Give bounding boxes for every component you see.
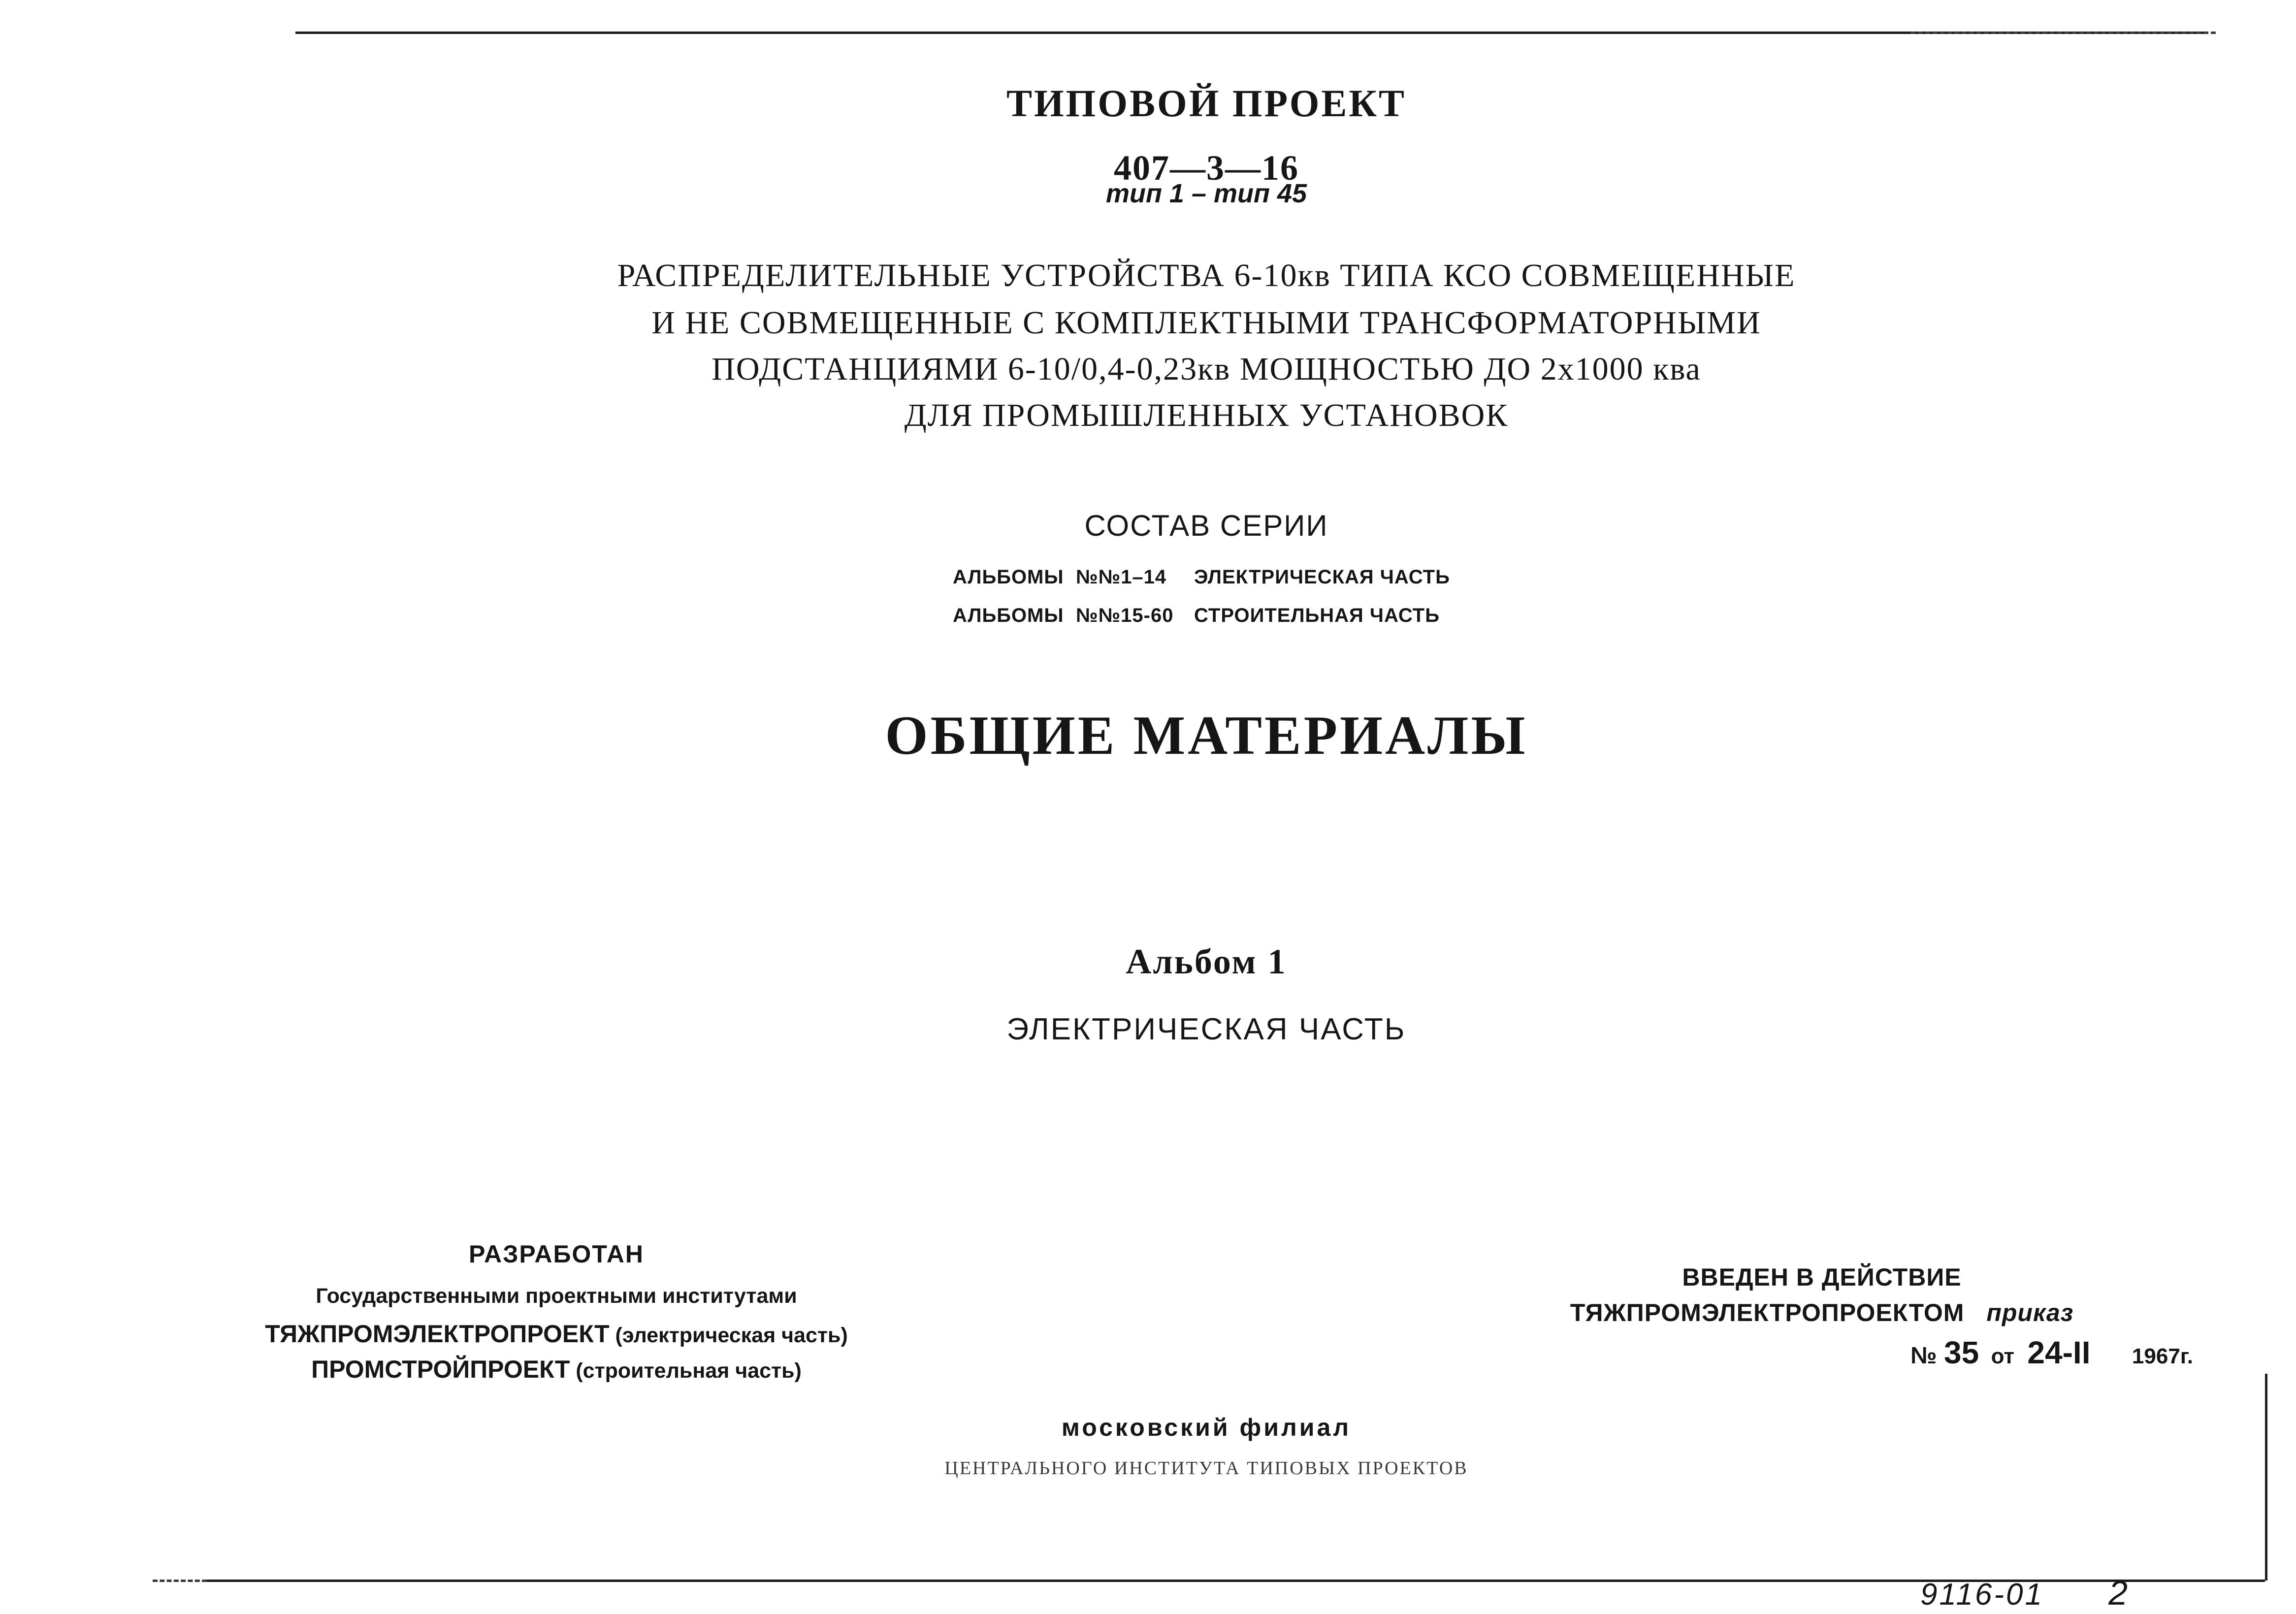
developer-org-2-note: (строительная часть) [576, 1359, 802, 1383]
document-type-title: ТИПОВОЙ ПРОЕКТ [1006, 82, 1407, 125]
project-type-range: тип 1 – тип 45 [1105, 179, 1307, 208]
enacted-title: ВВЕДЕН В ДЕЙСТВИЕ [1682, 1263, 1962, 1291]
album-numbers: №№1–14 [1076, 566, 1167, 588]
project-number: 407—3—16 [1114, 148, 1299, 188]
sheet-number: 2 [2108, 1574, 2130, 1612]
order-date: 24-II [2027, 1335, 2091, 1370]
main-heading: ОБЩИЕ МАТЕРИАЛЫ [885, 705, 1528, 766]
publisher-branch: московский филиал [1061, 1414, 1352, 1441]
album-numbers: №№15-60 [1076, 605, 1174, 626]
archive-number: 9116-01 [1920, 1578, 2044, 1612]
description-line-4: ДЛЯ ПРОМЫШЛЕННЫХ УСТАНОВОК [904, 397, 1509, 433]
archive-stamp [1920, 1573, 2130, 1613]
developed-by-line-3 [236, 1355, 876, 1384]
order-from: от [1991, 1344, 2014, 1368]
album-label: Альбом 1 [1126, 942, 1287, 981]
order-number: 35 [1943, 1335, 1979, 1370]
top-border-dashed-line [1910, 32, 2216, 34]
album-part: ЭЛЕКТРИЧЕСКАЯ ЧАСТЬ [1194, 566, 1450, 588]
developer-org-1-note: (электрическая часть) [615, 1323, 848, 1347]
order-word: приказ [1986, 1299, 2074, 1326]
enacting-org: ТЯЖПРОМЭЛЕКТРОПРОЕКТОМ [1570, 1299, 1965, 1326]
developed-by-title: РАЗРАБОТАН [469, 1240, 644, 1268]
description-line-3: ПОДСТАНЦИЯМИ 6-10/0,4-0,23кв МОЩНОСТЬЮ ДО 2х1000 ква [711, 351, 1701, 387]
developer-org-1: ТЯЖПРОМЭЛЕКТРОПРОЕКТ [265, 1320, 610, 1348]
publisher-institute: ЦЕНТРАЛЬНОГО ИНСТИТУТА ТИПОВЫХ ПРОЕКТОВ [944, 1458, 1468, 1479]
order-number-label: № [1910, 1343, 1937, 1369]
album-label: АЛЬБОМЫ [953, 566, 1064, 588]
album-label: АЛЬБОМЫ [953, 605, 1064, 626]
description-line-1: РАСПРЕДЕЛИТЕЛЬНЫЕ УСТРОЙСТВА 6-10кв ТИПА КСО СОВМЕЩЕННЫЕ [617, 258, 1796, 293]
bottom-border-dashed-line [153, 1580, 207, 1582]
series-composition-title: СОСТАВ СЕРИИ [1084, 509, 1328, 542]
album-part: СТРОИТЕЛЬНАЯ ЧАСТЬ [1194, 605, 1440, 626]
developer-org-2: ПРОМСТРОЙПРОЕКТ [311, 1356, 570, 1383]
right-border-line [2265, 1374, 2267, 1581]
order-year: 1967г. [2132, 1344, 2193, 1368]
developed-by-line-1: Государственными проектными институтами [316, 1284, 797, 1308]
enacted-line-2 [1502, 1298, 2142, 1327]
developed-by-line-2 [236, 1320, 876, 1348]
album-subtitle: ЭЛЕКТРИЧЕСКАЯ ЧАСТЬ [1006, 1012, 1406, 1046]
description-line-2: И НЕ СОВМЕЩЕННЫЕ С КОМПЛЕКТНЫМИ ТРАНСФОРМАТОРНЫМИ [651, 305, 1761, 341]
order-reference [1910, 1334, 2193, 1371]
